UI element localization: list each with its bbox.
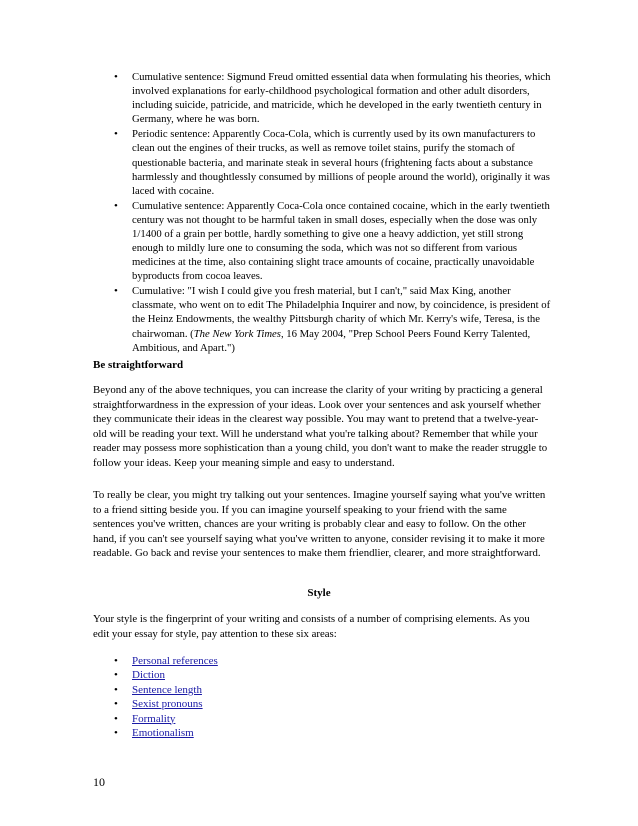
paragraph: Your style is the fingerprint of your writing and consists of a number of comprising elements. As you edit your essay for style, pay attention to these six areas: <box>93 613 530 640</box>
link-sentence-length[interactable]: Sentence length <box>132 683 202 696</box>
citation-source: The New York Times <box>193 327 281 340</box>
bullet-icon: • <box>114 199 118 212</box>
list-item <box>93 684 553 698</box>
list-item: • Cumulative sentence: Sigmund Freud omitted essential data when formulating his theories, which involved explanations for early-childhood psychological formation and other adult disorders, including suicide, patricide, and matricide, which he developed in the early twentieth century in Germany, where he was born. <box>114 71 551 126</box>
bullet-icon: • <box>114 698 118 711</box>
style-areas-list <box>93 655 553 741</box>
list-item <box>93 655 553 669</box>
list-item: • Cumulative sentence: Apparently Coca-Cola once contained cocaine, which in the early twentieth century was not thought to be harmful taken in small doses, especially when the dose was only 1/1400 of a grain per bottle, hardly something to give one a heavy addiction, yet still strong enough to mildly lure one to consuming the soda, which was not so different from various medicines at the time, also containing slight trace amounts of cocaine, practically unavoidable byproducts from cocoa leaves. <box>114 199 550 283</box>
bullet-icon: • <box>114 285 118 298</box>
list-item <box>93 727 553 741</box>
paragraph: To really be clear, you might try talking out your sentences. Imagine yourself saying what you've written to a friend sitting beside you. If you can imagine yourself speaking to your friend with the same sentences you've written, chances are your writing is probably clear and easy to follow. On the other hand, if you can't see yourself saying what you've written to anyone, consider revising it to make it more readable. Go back and revise your sentences to make them friendlier, clearer, and more straightforward. <box>93 489 546 559</box>
bullet-icon: • <box>114 655 118 667</box>
link-diction[interactable]: Diction <box>132 669 165 682</box>
page-number: 10 <box>93 775 105 789</box>
list-item: • Cumulative: "I wish I could give you fresh material, but I can't," said Max King, another classmate, who went on to edit The Philadelphia Inquirer and now, by coincidence, is president of the Heinz Endowments, the wealthy Pittsburgh charity of which Mr. Kerry's wife, Teresa, is the chairwoman. (The New York Times, 16 May 2004, "Prep School Peers Found Kerry Talented, Ambitious, and Apart.") <box>114 285 551 354</box>
paragraph: Beyond any of the above techniques, you can increase the clarity of your writing by practicing a general straightforwardness in the expression of your ideas. Look over your sentences and ask yourself whether they communicate their ideas in the clearest way possible. You may want to pretend that a twelve-year-old will be reading your text. Will he understand what you're talking about? Remember that while your reader may possess more sophistication than a young child, you don't want to make the reader struggle to follow your ideas. Keep your meaning simple and easy to understand. <box>93 384 548 469</box>
list-item <box>93 713 553 727</box>
list-item <box>93 698 553 712</box>
section-heading: Be straightforward <box>93 359 184 371</box>
bullet-icon: • <box>114 669 118 682</box>
bullet-icon: • <box>114 128 118 141</box>
section-heading: Style <box>307 587 331 599</box>
bullet-icon: • <box>114 683 118 696</box>
link-emotionalism[interactable]: Emotionalism <box>132 726 194 739</box>
list-item <box>93 669 553 683</box>
sentence-examples-list <box>93 70 553 356</box>
link-sexist-pronouns[interactable]: Sexist pronouns <box>132 698 203 711</box>
link-personal-references[interactable]: Personal references <box>132 655 218 667</box>
link-formality[interactable]: Formality <box>132 712 176 725</box>
bullet-icon: • <box>114 726 118 739</box>
list-item: • Periodic sentence: Apparently Coca-Cola, which is currently used by its own manufacturers to clean out the engines of their trucks, as well as remove toilet stains, purify the stomach of questionable bacteria, and marinate steak in several hours (frightening facts about a substance harmlessly and thoughtlessly consumed by millions of people around the world), originally it was laced with cocaine. <box>114 128 550 197</box>
bullet-icon: • <box>114 71 118 83</box>
bullet-icon: • <box>114 712 118 725</box>
